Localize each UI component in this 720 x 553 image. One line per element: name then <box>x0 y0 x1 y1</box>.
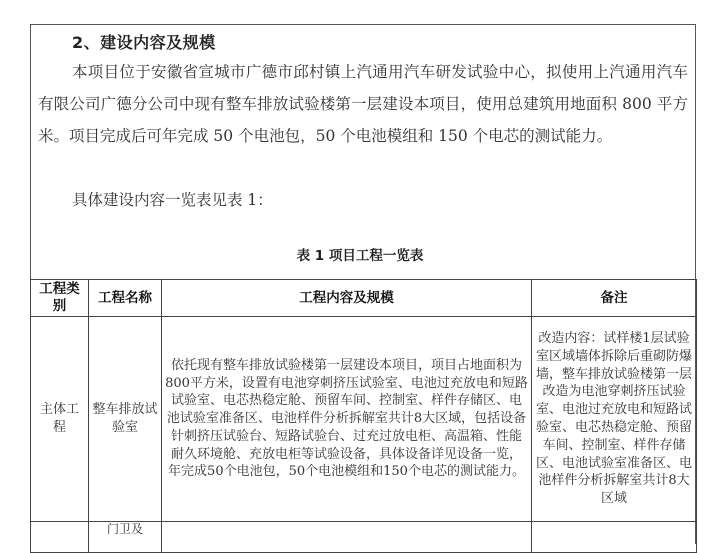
project-engineering-table <box>30 279 697 553</box>
project-description-paragraph: 本项目位于安徽省宣城市广德市邱村镇上汽通用汽车研发试验中心，拟使用上汽通用汽车有限公司广德分公司中现有整车排放试验楼第一层建设本项目，使用总建筑用地面积 800 平方米。项目完成后可年完成 50 个电池包，50 个电池模组和 150 个电芯的测试能力。 <box>38 63 688 145</box>
section-heading: 2、建设内容及规模 <box>72 33 216 52</box>
cell-category: 主体工程 <box>31 317 89 522</box>
header-note: 备注 <box>532 280 697 317</box>
cell-name: 门卫及 <box>89 522 162 553</box>
table-row <box>31 522 697 553</box>
cell-note <box>532 522 697 553</box>
table-caption: 表 1 项目工程一览表 <box>296 248 424 264</box>
cell-content: 依托现有整车排放试验楼第一层建设本项目，项目占地面积为800平方米，设置有电池穿刺挤压试验室、电池过充放电和短路试验室、电芯热稳定舱、预留车间、控制室、样件存储区、电池试验室准备区、电池样件分析拆解室共计8大区域，包括设备针刺挤压试验台、短路试验台、过充过放电柜、高温箱、性能耐久环境舱、充放电柜等试验设备，具体设备详见设备一览，年完成50个电池包，50个电池模组和150个电芯的测试能力。 <box>162 317 532 522</box>
header-category: 工程类别 <box>31 280 89 317</box>
table-header-row <box>31 280 697 317</box>
cell-content <box>162 522 532 553</box>
table-reference-paragraph: 具体建设内容一览表见表 1： <box>72 191 273 209</box>
cell-name: 整车排放试验室 <box>89 317 162 522</box>
cell-category <box>31 522 89 553</box>
header-content: 工程内容及规模 <box>162 280 532 317</box>
cell-note: 改造内容：试样楼1层试验室区域墙体拆除后重砌防爆墙，整车排放试验楼第一层改造为电池穿刺挤压试验室、电池过充放电和短路试验室、电芯热稳定舱、预留车间、控制室、样件存储区、电池试验室准备区、电池样件分析拆解室共计8大区域 <box>532 317 697 522</box>
header-name: 工程名称 <box>89 280 162 317</box>
table-row <box>31 317 697 522</box>
